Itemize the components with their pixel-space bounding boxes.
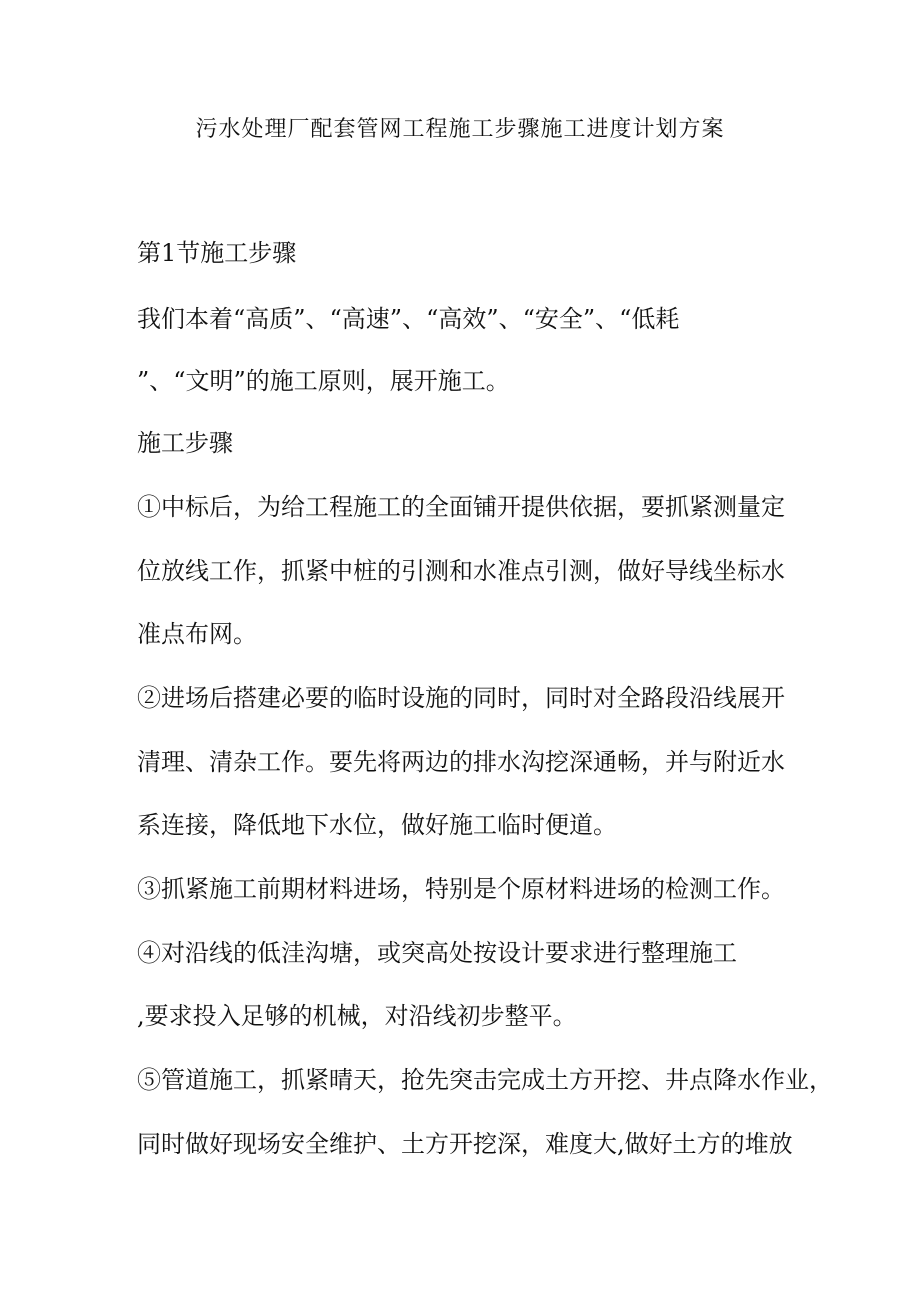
step4-line-2: ,要求投入足够的机械，对沿线初步整平。	[137, 1002, 577, 1030]
step3-line-1: ③抓紧施工前期材料进场，特别是个原材料进场的检测工作。	[137, 875, 785, 903]
step5-line-2: 同时做好现场安全维护、土方开挖深，难度大,做好土方的堆放	[137, 1130, 793, 1158]
document-title: 污水处理厂配套管网工程施工步骤施工进度计划方案	[195, 117, 725, 142]
step1-line-1: ①中标后，为给工程施工的全面铺开提供依据，要抓紧测量定	[137, 493, 785, 521]
step1-line-3: 准点布网。	[137, 620, 257, 648]
intro-line-2: ”、“文明”的施工原则，展开施工。	[137, 367, 510, 395]
step2-line-2: 清理、清杂工作。要先将两边的排水沟挖深通畅，并与附近水	[137, 748, 785, 776]
step4-line-1: ④对沿线的低洼沟塘，或突高处按设计要求进行整理施工	[137, 939, 737, 967]
intro-line-1: 我们本着“高质”、“高速”、“高效”、“安全”、“低耗	[137, 305, 680, 333]
step2-line-1: ②进场后搭建必要的临时设施的同时，同时对全路段沿线展开	[137, 684, 785, 712]
step2-line-3: 系连接，降低地下水位，做好施工临时便道。	[137, 811, 617, 839]
step1-line-2: 位放线工作，抓紧中桩的引测和水准点引测，做好导线坐标水	[137, 557, 785, 585]
step5-line-1: ⑤管道施工，抓紧晴天，抢先突击完成土方开挖、井点降水作业，	[137, 1066, 833, 1094]
section-heading: 第1节施工步骤	[137, 239, 297, 267]
steps-subheading: 施工步骤	[137, 429, 233, 457]
